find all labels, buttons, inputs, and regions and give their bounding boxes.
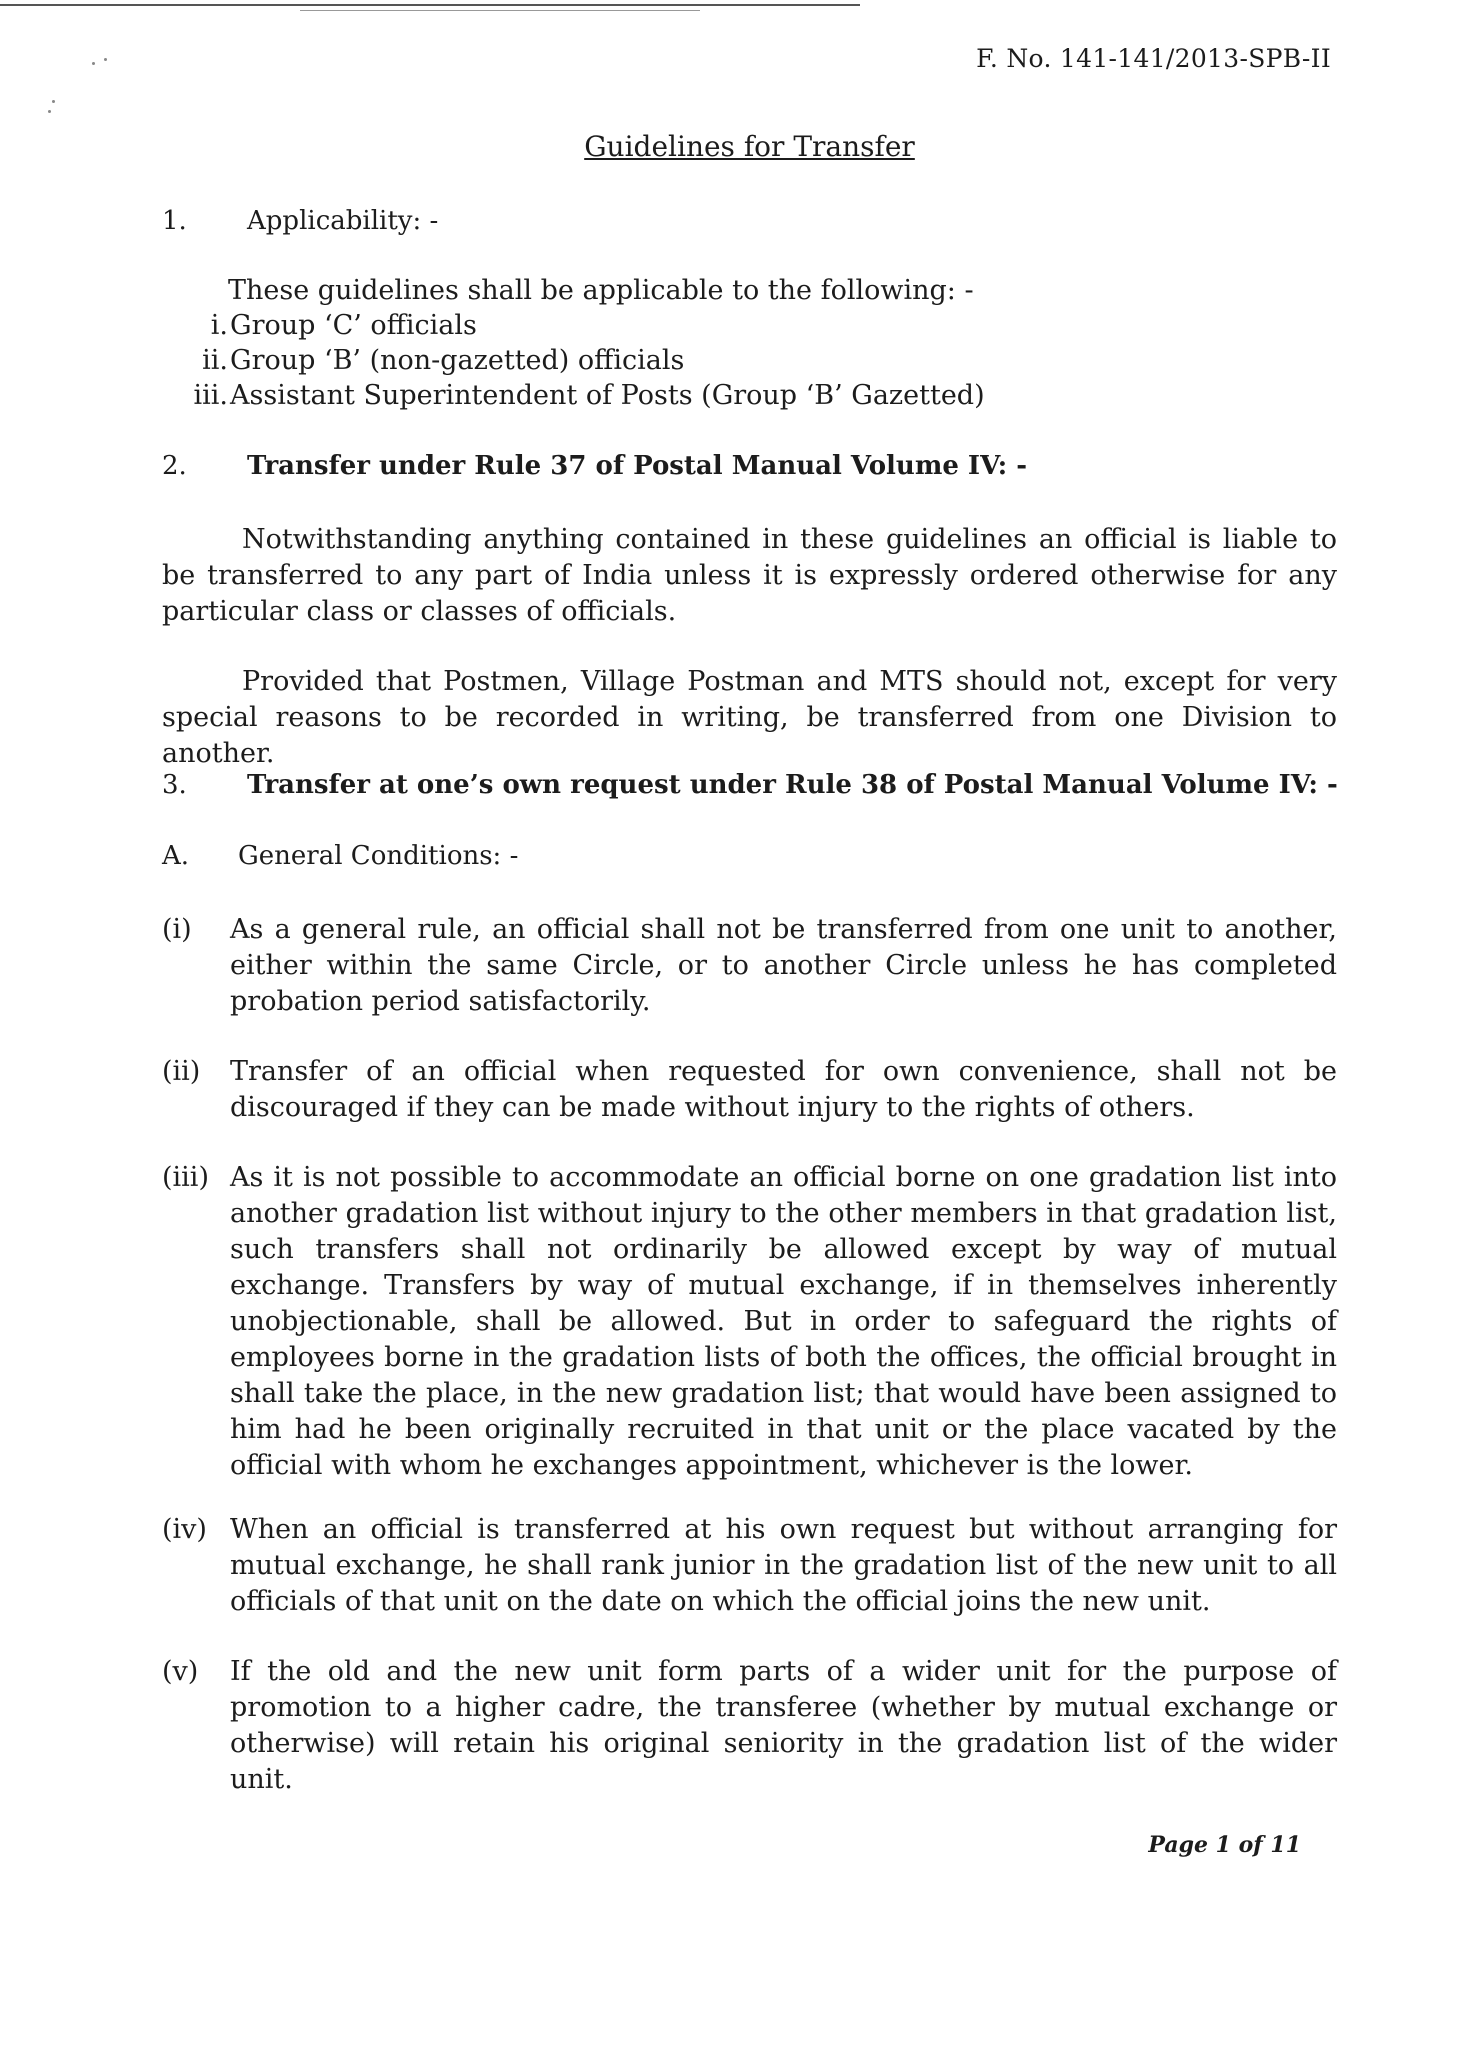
list-item	[140, 345, 1340, 376]
file-number: F. No. 141-141/2013-SPB-II	[976, 44, 1331, 73]
clause-text: Transfer of an official when requested for own convenience, shall not be discouraged if they can be made without injury to the rights of others.	[230, 1056, 1337, 1123]
section-title: Transfer under Rule 37 of Postal Manual Volume IV: -	[247, 451, 1028, 481]
document-title-text: Guidelines for Transfer	[584, 130, 915, 163]
section-title: Applicability: -	[247, 206, 439, 236]
scan-speck	[92, 62, 95, 65]
document-title	[0, 130, 1459, 163]
list-item-text: Assistant Superintendent of Posts (Group ‘B’ Gazetted)	[230, 380, 985, 411]
paragraph: Provided that Postmen, Village Postman and MTS should not, except for very special reasons to be recorded in writing, be transferred from one Division to another.	[162, 666, 1337, 769]
clause-number: (iii)	[162, 1162, 209, 1193]
section-title: Transfer at one’s own request under Rule 38 of Postal Manual Volume IV: -	[247, 770, 1338, 800]
scan-speck	[48, 110, 51, 113]
section-number: 3.	[162, 770, 187, 800]
clause	[162, 1654, 1337, 1798]
clause-text: As a general rule, an official shall not be transferred from one unit to another, either within the same Circle, or to another Circle unless he has completed probation period satisfactorily.	[230, 914, 1337, 1017]
clause	[162, 1160, 1337, 1484]
scan-artifact-line	[300, 10, 700, 11]
clause-number: (i)	[162, 914, 192, 945]
list-item-number: i.	[210, 310, 228, 341]
section-number: 1.	[162, 206, 187, 236]
list-item	[140, 310, 1340, 341]
list-item	[140, 380, 1340, 411]
clause-number: (ii)	[162, 1056, 201, 1087]
page-number: Page 1 of 11	[1148, 1832, 1301, 1858]
list-item-number: ii.	[202, 345, 228, 376]
clause-number: (v)	[162, 1656, 199, 1687]
clause-text: When an official is transferred at his own request but without arranging for mutual exchange, he shall rank junior in the gradation list of the new unit to all officials of that unit on the date on which the official joins the new unit.	[230, 1514, 1337, 1617]
subsection-title: General Conditions: -	[238, 841, 519, 871]
subsection-number: A.	[162, 841, 190, 871]
scan-artifact-line	[0, 4, 860, 6]
list-item-number: iii.	[193, 380, 228, 411]
list-item-text: Group ‘C’ officials	[230, 310, 477, 341]
scan-speck	[104, 58, 107, 61]
section-1-intro: These guidelines shall be applicable to the following: -	[228, 275, 974, 306]
list-item-text: Group ‘B’ (non-gazetted) officials	[230, 345, 685, 376]
clause-number: (iv)	[162, 1514, 207, 1545]
clause-text: If the old and the new unit form parts of a wider unit for the purpose of promotion to a higher cadre, the transferee (whether by mutual exchange or otherwise) will retain his original seniority in the gradation list of the wider unit.	[230, 1656, 1337, 1795]
clause-text: As it is not possible to accommodate an official borne on one gradation list into another gradation list without injury to the other members in that gradation list, such transfers shall not ordinarily be allowed except by way of mutual exchange. Transfers by way of mutual exchange, if in themselves inherently unobjectionable, shall be allowed. But in order to safeguard the rights of employees borne in the gradation lists of both the offices, the official brought in shall take the place, in the new gradation list; that would have been assigned to him had he been originally recruited in that unit or the place vacated by the official with whom he exchanges appointment, whichever is the lower.	[230, 1162, 1337, 1481]
scan-speck	[52, 100, 55, 103]
clause	[162, 912, 1337, 1020]
clause	[162, 1054, 1337, 1126]
clause	[162, 1512, 1337, 1620]
section-number: 2.	[162, 451, 187, 481]
paragraph: Notwithstanding anything contained in these guidelines an official is liable to be transferred to any part of India unless it is expressly ordered otherwise for any particular class or classes of officials.	[162, 524, 1337, 627]
